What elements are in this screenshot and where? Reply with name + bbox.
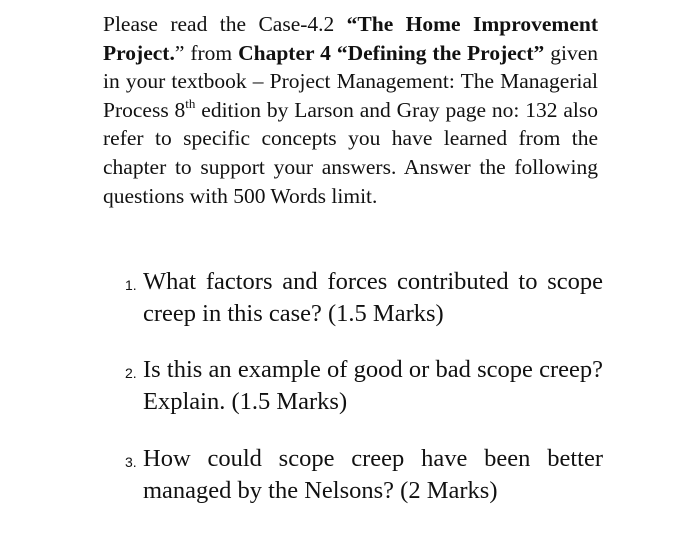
intro-word-please: Please xyxy=(103,12,158,36)
question-number: 1. xyxy=(125,277,137,293)
case-title-rest: Improvement Project. xyxy=(103,12,599,65)
question-text: How could scope creep have been better managed by the Nelsons? (2 Marks) xyxy=(143,445,603,504)
textbook-title: Project Management: The Managerial Process 8 xyxy=(103,69,599,122)
intro-word-the: the xyxy=(219,12,247,36)
question-text: Is this an example of good or bad scope creep? Explain. (1.5 Marks) xyxy=(143,356,603,415)
intro-paragraph xyxy=(103,10,598,210)
question-number: 2. xyxy=(125,365,137,381)
intro-word-read: read xyxy=(170,12,208,36)
case-title-open: “The Home xyxy=(346,12,461,36)
intro-word-from: from xyxy=(190,40,233,65)
intro-rest: edition by Larson and Gray page no: 132 also refer to specific concepts you have learned from the chapter to support your answers. Answer the following questions with 500 Words limit. xyxy=(103,97,598,208)
case-number: Case-4.2 xyxy=(258,12,335,36)
case-title-close: ” xyxy=(174,40,185,65)
edition-superscript: th xyxy=(185,95,196,111)
intro-given-text: given in your textbook – xyxy=(103,40,598,94)
question-number: 3. xyxy=(125,454,137,470)
chapter-title: “Defining the Project” xyxy=(336,40,545,65)
question-text: What factors and forces contributed to scope creep in this case? (1.5 Marks) xyxy=(143,268,603,327)
chapter-label: Chapter 4 xyxy=(238,40,331,65)
